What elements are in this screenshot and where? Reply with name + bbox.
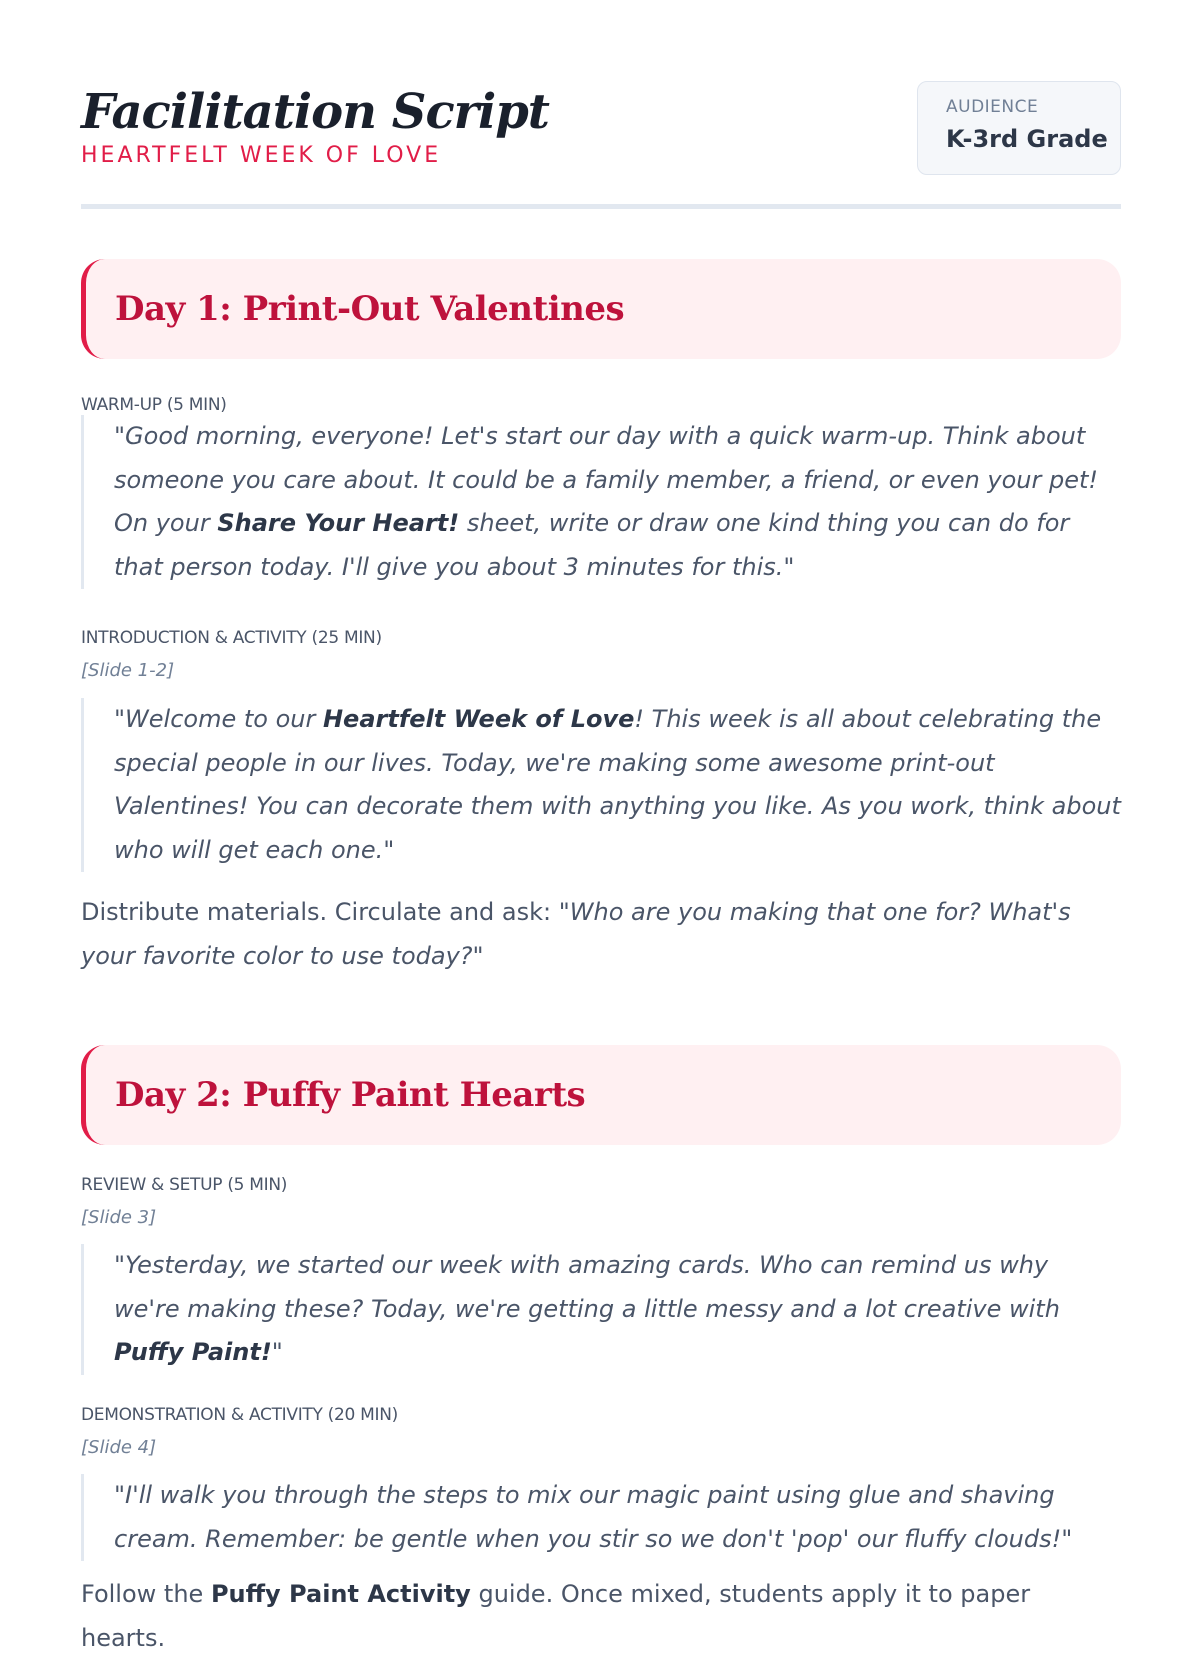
page-title: Facilitation Script: [81, 84, 549, 140]
intro-slide-reference: [Slide 1-2]: [81, 660, 175, 681]
page-subtitle: HEARTFELT WEEK OF LOVE: [81, 143, 442, 168]
header-divider: [81, 204, 1121, 209]
day-1-title: Day 1: Print-Out Valentines: [115, 289, 625, 329]
warmup-quote: [81, 415, 1121, 589]
warmup-label: WARM-UP (5 MIN): [81, 395, 227, 415]
day-2-instruction: [81, 1573, 1121, 1660]
review-quote-text-1: "Yesterday, we started our week with amazing cards. Who can remind us why we're making these? Today, we're getting a little messy and a lot creative with: [114, 1251, 1060, 1323]
warmup-quote-text-1: "Good morning, everyone! Let's start our day with a quick warm-up. Think about someone you care about. It could be a family member, a friend, or even your pet! On your: [114, 422, 1099, 537]
follow-text-1: Follow the: [81, 1580, 211, 1608]
review-slide-reference: [Slide 3]: [81, 1207, 157, 1228]
review-quote-text-2: ": [271, 1338, 283, 1366]
share-your-heart-emphasis: Share Your Heart!: [217, 509, 460, 537]
review-setup-label: REVIEW & SETUP (5 MIN): [81, 1175, 288, 1195]
puffy-paint-emphasis: Puffy Paint!: [114, 1338, 272, 1366]
facilitation-script-page: [81, 0, 1121, 1652]
heartfelt-week-emphasis: Heartfelt Week of Love: [322, 705, 635, 733]
review-quote: [81, 1244, 1121, 1375]
day-1-instruction: [81, 891, 1121, 978]
instruction-text: Distribute materials. Circulate and ask:: [81, 898, 559, 926]
demo-quote: "I'll walk you through the steps to mix our magic paint using glue and shaving cream. Remember: be gentle when you stir so we don't 'pop' our fluffy clouds!": [81, 1474, 1121, 1561]
audience-label: AUDIENCE: [946, 97, 1039, 117]
audience-badge: [917, 81, 1121, 175]
instruction-question: "Who are you making that one for? What's your favorite color to use today?": [81, 898, 1071, 970]
day-2-banner: [81, 1045, 1121, 1145]
page-header: [81, 0, 1121, 210]
warmup-quote-text-2: sheet, write or draw one kind thing you can do for that person today. I'll give you about 3 minutes for this.": [114, 509, 1070, 581]
intro-quote: [81, 698, 1121, 872]
intro-quote-text-2: ! This week is all about celebrating the special people in our lives. Today, we're making some awesome print-out Valentines! You can decorate them with anything you like. As you work, think about who will get each one.": [114, 705, 1121, 864]
day-1-banner: [81, 259, 1121, 359]
follow-text-2: guide. Once mixed, students apply it to paper hearts.: [81, 1580, 1031, 1652]
demo-slide-reference: [Slide 4]: [81, 1437, 157, 1458]
puffy-paint-activity-emphasis: Puffy Paint Activity: [210, 1580, 471, 1608]
audience-value: K-3rd Grade: [946, 125, 1108, 153]
intro-activity-label: INTRODUCTION & ACTIVITY (25 MIN): [81, 628, 382, 648]
day-2-title: Day 2: Puffy Paint Hearts: [115, 1075, 586, 1115]
intro-quote-text-1: "Welcome to our: [114, 705, 323, 733]
demo-activity-label: DEMONSTRATION & ACTIVITY (20 MIN): [81, 1405, 398, 1425]
